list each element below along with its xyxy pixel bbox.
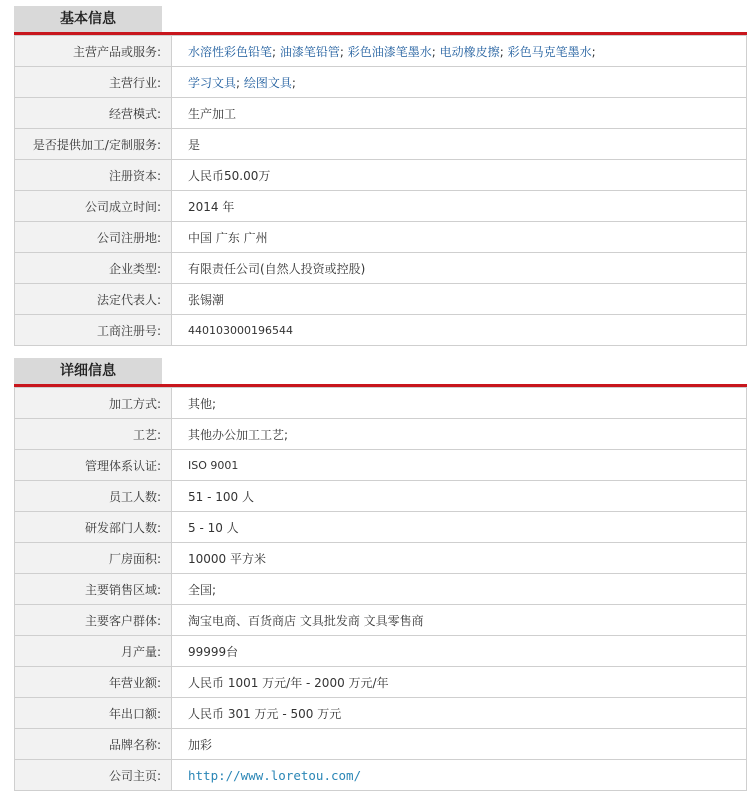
craft-label: 工艺: — [15, 419, 172, 450]
craft-value: 其他办公加工工艺; — [172, 419, 747, 450]
processing-value: 其他; — [172, 388, 747, 419]
rd-staff-label: 研发部门人数: — [15, 512, 172, 543]
homepage-link[interactable]: http://www.loretou.com/ — [188, 767, 362, 783]
main-products-value — [172, 36, 747, 67]
customers-label: 主要客户群体: — [15, 605, 172, 636]
table-row — [15, 481, 747, 512]
business-mode-value: 生产加工 — [172, 98, 747, 129]
industry-label: 主营行业: — [15, 67, 172, 98]
detail-info-title: 详细信息 — [14, 358, 162, 384]
rd-staff-value: 5 - 10 人 — [172, 512, 747, 543]
table-row — [15, 760, 747, 791]
separator: ; — [236, 75, 241, 90]
registered-capital-value: 人民币50.00万 — [172, 160, 747, 191]
table-row — [15, 129, 747, 160]
table-row — [15, 450, 747, 481]
customers-value: 淘宝电商、百货商店 文具批发商 文具零售商 — [172, 605, 747, 636]
table-row — [15, 253, 747, 284]
product-link[interactable]: 油漆笔铅管 — [279, 44, 340, 59]
brand-label: 品牌名称: — [15, 729, 172, 760]
sales-area-label: 主要销售区域: — [15, 574, 172, 605]
table-row — [15, 284, 747, 315]
separator: ; — [272, 44, 277, 59]
annual-export-label: 年出口额: — [15, 698, 172, 729]
separator: ; — [499, 44, 504, 59]
founded-value: 2014 年 — [172, 191, 747, 222]
reg-place-label: 公司注册地: — [15, 222, 172, 253]
table-row — [15, 667, 747, 698]
factory-area-label: 厂房面积: — [15, 543, 172, 574]
detail-info-section — [14, 358, 747, 791]
monthly-output-label: 月产量: — [15, 636, 172, 667]
table-row — [15, 636, 747, 667]
employees-value: 51 - 100 人 — [172, 481, 747, 512]
annual-revenue-label: 年营业额: — [15, 667, 172, 698]
basic-info-header — [14, 6, 747, 35]
legal-rep-value: 张锡潮 — [172, 284, 747, 315]
basic-info-table — [14, 35, 747, 346]
customization-value: 是 — [172, 129, 747, 160]
table-row — [15, 222, 747, 253]
homepage-value — [172, 760, 747, 791]
product-link[interactable]: 彩色油漆笔墨水 — [347, 44, 432, 59]
founded-label: 公司成立时间: — [15, 191, 172, 222]
table-row — [15, 191, 747, 222]
separator: ; — [591, 44, 596, 59]
employees-label: 员工人数: — [15, 481, 172, 512]
table-row — [15, 36, 747, 67]
detail-info-table — [14, 387, 747, 791]
table-row — [15, 512, 747, 543]
certification-value: ISO 9001 — [172, 450, 747, 481]
table-row — [15, 419, 747, 450]
brand-value: 加彩 — [172, 729, 747, 760]
homepage-label: 公司主页: — [15, 760, 172, 791]
sales-area-value: 全国; — [172, 574, 747, 605]
registered-capital-label: 注册资本: — [15, 160, 172, 191]
certification-label: 管理体系认证: — [15, 450, 172, 481]
annual-revenue-value: 人民币 1001 万元/年 - 2000 万元/年 — [172, 667, 747, 698]
business-mode-label: 经营模式: — [15, 98, 172, 129]
table-row — [15, 698, 747, 729]
basic-info-section — [14, 6, 747, 346]
table-row — [15, 98, 747, 129]
reg-number-label: 工商注册号: — [15, 315, 172, 346]
table-row — [15, 605, 747, 636]
company-type-label: 企业类型: — [15, 253, 172, 284]
product-link[interactable]: 电动橡皮擦 — [439, 44, 500, 59]
table-row — [15, 729, 747, 760]
annual-export-value: 人民币 301 万元 - 500 万元 — [172, 698, 747, 729]
industry-link[interactable]: 学习文具 — [188, 75, 237, 90]
product-link[interactable]: 彩色马克笔墨水 — [507, 44, 592, 59]
processing-label: 加工方式: — [15, 388, 172, 419]
product-link[interactable]: 水溶性彩色铅笔 — [188, 44, 273, 59]
table-row — [15, 574, 747, 605]
basic-info-title: 基本信息 — [14, 6, 162, 32]
separator: ; — [431, 44, 436, 59]
table-row — [15, 543, 747, 574]
monthly-output-value: 99999台 — [172, 636, 747, 667]
table-row — [15, 160, 747, 191]
company-type-value: 有限责任公司(自然人投资或控股) — [172, 253, 747, 284]
detail-info-header — [14, 358, 747, 387]
customization-label: 是否提供加工/定制服务: — [15, 129, 172, 160]
industry-link[interactable]: 绘图文具 — [243, 75, 292, 90]
industry-value — [172, 67, 747, 98]
separator: ; — [291, 75, 296, 90]
legal-rep-label: 法定代表人: — [15, 284, 172, 315]
table-row — [15, 315, 747, 346]
reg-number-value: 440103000196544 — [172, 315, 747, 346]
main-products-label: 主营产品或服务: — [15, 36, 172, 67]
separator: ; — [339, 44, 344, 59]
table-row — [15, 388, 747, 419]
reg-place-value: 中国 广东 广州 — [172, 222, 747, 253]
factory-area-value: 10000 平方米 — [172, 543, 747, 574]
table-row — [15, 67, 747, 98]
